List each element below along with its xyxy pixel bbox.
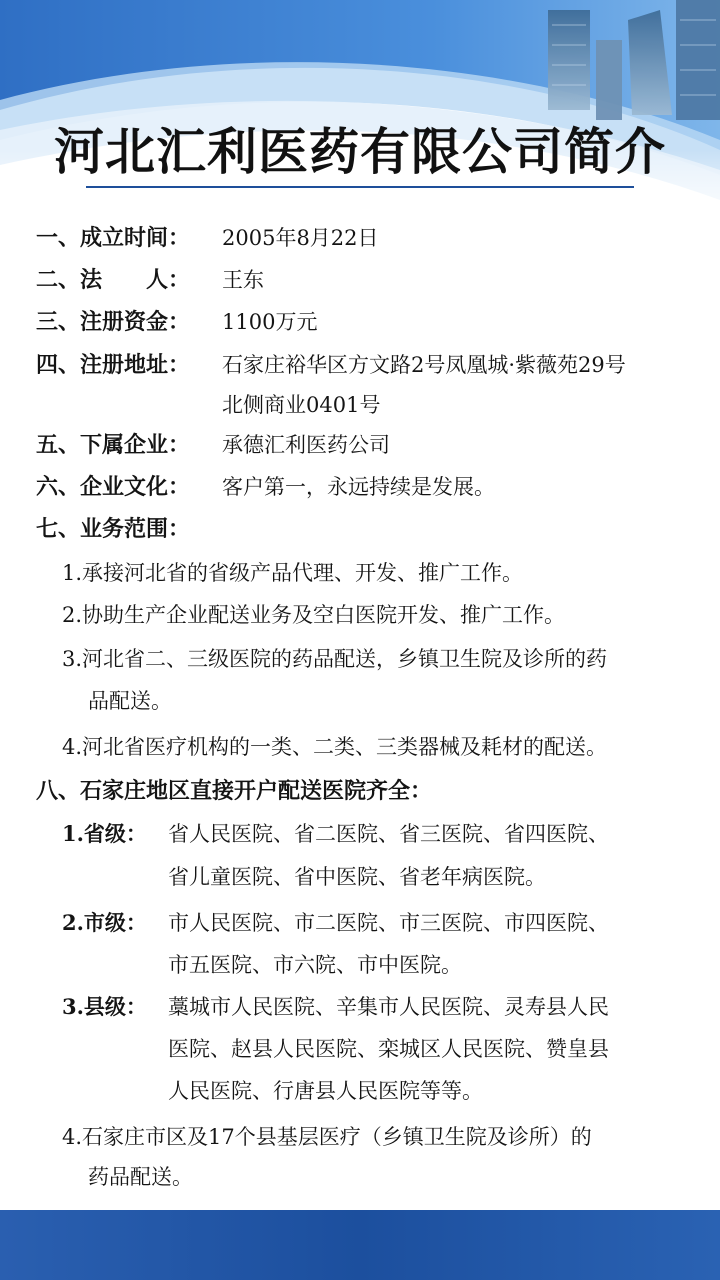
- info-value: 1100万元: [222, 310, 318, 334]
- info-value-cont: 北侧商业0401号: [222, 393, 381, 417]
- group-label-county: 3.县级：: [62, 994, 147, 1019]
- group-line: 人民医院、行唐县人民医院等等。: [168, 1079, 483, 1103]
- group-line: 医院、赵县人民医院、栾城区人民医院、赞皇县: [168, 1037, 609, 1061]
- info-label: 四、注册地址：: [36, 352, 191, 378]
- section-business-scope-heading: 七、业务范围：: [36, 516, 191, 542]
- group-line: 省儿童医院、省中医院、省老年病医院。: [168, 865, 546, 889]
- group-line: 市人民医院、市二医院、市三医院、市四医院、: [168, 911, 609, 935]
- footer-bar: [0, 1210, 720, 1280]
- list-item: 4.河北省医疗机构的一类、二类、三类器械及耗材的配送。: [62, 735, 608, 759]
- info-value: 2005年8月22日: [222, 226, 379, 250]
- group-line: 市五医院、市六院、市中医院。: [168, 953, 462, 977]
- info-value: 客户第一，永远持续是发展。: [222, 475, 495, 499]
- info-value: 王东: [222, 268, 264, 292]
- group-line: 藁城市人民医院、辛集市人民医院、灵寿县人民: [168, 995, 609, 1019]
- list-item-cont: 药品配送。: [88, 1165, 193, 1189]
- list-item: 4.石家庄市区及17个县基层医疗（乡镇卫生院及诊所）的: [62, 1125, 592, 1149]
- group-label-city: 2.市级：: [62, 910, 147, 935]
- info-value: 石家庄裕华区方文路2号凤凰城·紫薇苑29号: [222, 353, 626, 377]
- section-hospitals-heading: 八、石家庄地区直接开户配送医院齐全：: [36, 778, 433, 804]
- list-item-cont: 品配送。: [88, 689, 172, 713]
- info-label: 一、成立时间：: [36, 225, 191, 251]
- info-label: 五、下属企业：: [36, 432, 191, 458]
- title-divider: [86, 186, 634, 188]
- group-label-provincial: 1.省级：: [62, 821, 147, 846]
- info-label: 三、注册资金：: [36, 309, 191, 335]
- info-label: 六、企业文化：: [36, 474, 191, 500]
- list-item: 2.协助生产企业配送业务及空白医院开发、推广工作。: [62, 603, 566, 627]
- page-title: 河北汇利医药有限公司简介: [54, 122, 666, 181]
- info-label: 二、法 人：: [36, 267, 191, 293]
- list-item: 3.河北省二、三级医院的药品配送，乡镇卫生院及诊所的药: [62, 647, 608, 671]
- group-line: 省人民医院、省二医院、省三医院、省四医院、: [168, 822, 609, 846]
- list-item: 1.承接河北省的省级产品代理、开发、推广工作。: [62, 561, 524, 585]
- info-value: 承德汇利医药公司: [222, 433, 390, 457]
